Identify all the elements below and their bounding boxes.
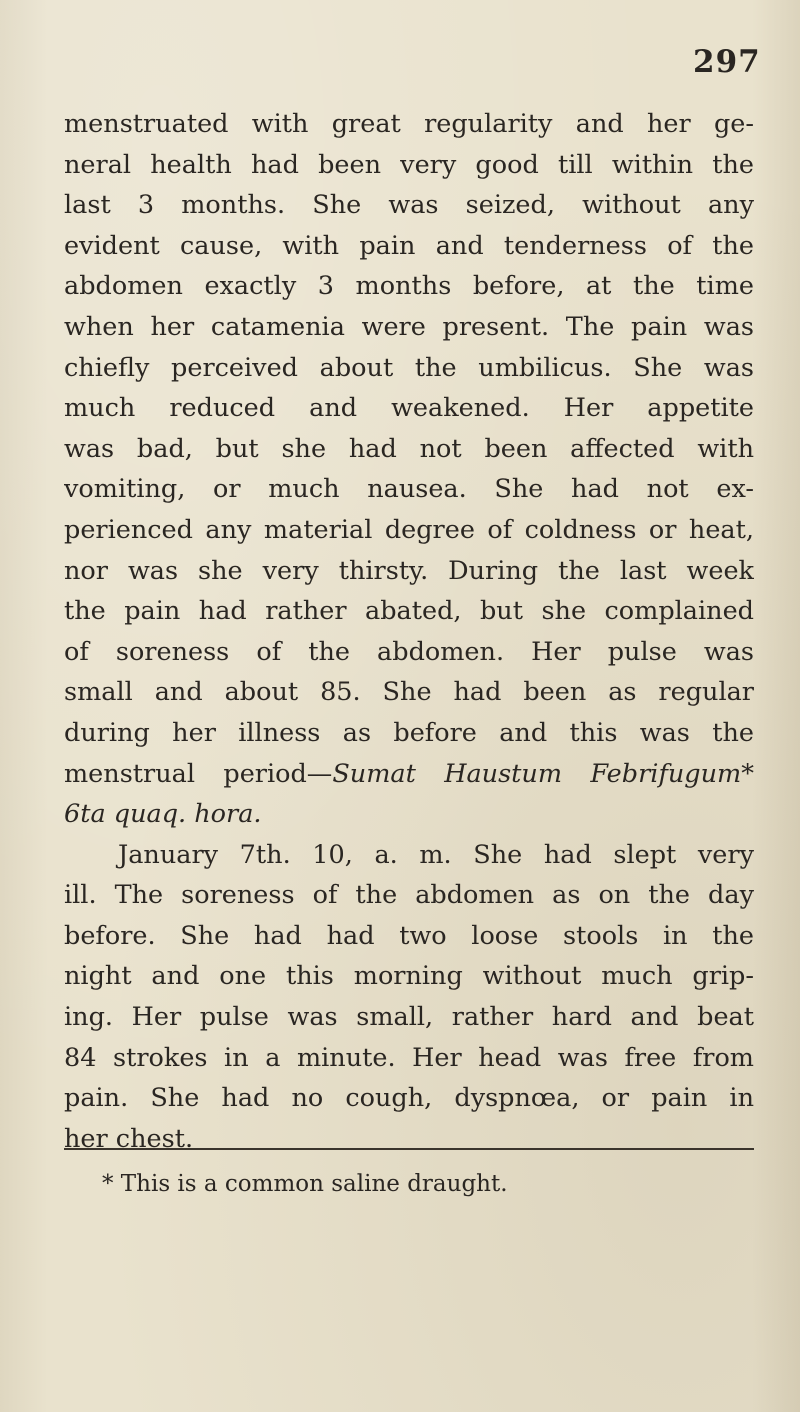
text-line: was bad, but she had not been affected with [64, 433, 754, 464]
footnote: * This is a common saline draught. [102, 1171, 508, 1197]
text-line: vomiting, or much nausea. She had not ex- [64, 474, 754, 505]
text-line: ing. Her pulse was small, rather hard and beat [64, 1002, 754, 1033]
text-line: her chest. [64, 1123, 194, 1154]
text-line: January 7th. 10, a. m. She had slept very [118, 839, 754, 870]
text-line: abdomen exactly 3 months before, at the time [64, 271, 754, 302]
prescription-dose: 6ta quaq. hora. [64, 799, 262, 830]
text-line: much reduced and weakened. Her appetite [64, 393, 754, 424]
prescription-italic: Sumat Haustum Febrifugum* [332, 758, 754, 789]
page-number: 297 [693, 44, 761, 80]
body-text [64, 104, 754, 1159]
prescription-prefix: menstrual period— [64, 758, 333, 789]
text-line: when her catamenia were present. The pain was [64, 311, 754, 342]
footnote-divider [64, 1148, 754, 1150]
prescription-dose-line [64, 794, 754, 835]
text-line: last 3 months. She was seized, without any [64, 190, 754, 221]
text-line: perienced any material degree of coldness or heat, [64, 514, 754, 545]
text-line: the pain had rather abated, but she complained [64, 596, 754, 627]
text-line: neral health had been very good till within the [64, 149, 754, 180]
text-line: during her illness as before and this was the [64, 717, 754, 748]
text-line: small and about 85. She had been as regular [64, 677, 754, 708]
text-line: nor was she very thirsty. During the last week [64, 555, 754, 586]
text-line: night and one this morning without much grip- [64, 961, 754, 992]
text-line: evident cause, with pain and tenderness of the [64, 230, 754, 261]
text-line: of soreness of the abdomen. Her pulse was [64, 636, 754, 667]
text-line: pain. She had no cough, dyspnœa, or pain in [64, 1083, 754, 1114]
prescription-line [64, 754, 754, 795]
text-line: menstruated with great regularity and her ge- [64, 109, 754, 139]
text-line: 84 strokes in a minute. Her head was free from [64, 1042, 754, 1073]
text-line: chiefly perceived about the umbilicus. She was [64, 352, 754, 383]
text-line: before. She had had two loose stools in the [64, 920, 754, 951]
text-line: ill. The soreness of the abdomen as on the day [64, 880, 754, 911]
